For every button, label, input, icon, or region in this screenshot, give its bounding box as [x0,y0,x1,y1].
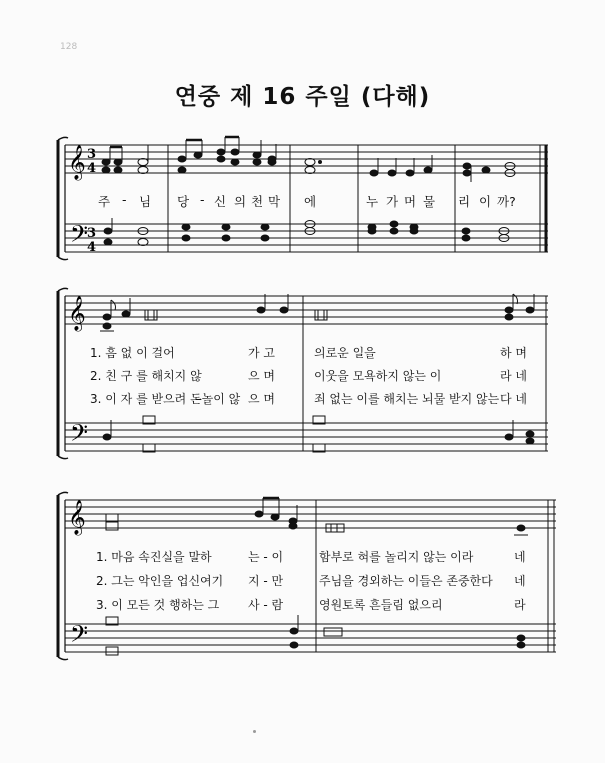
lyric-syllable: 님 [139,194,152,209]
verse-3-lead: 3. 이 모든 것 행하는 그 [96,598,220,612]
page-speck [253,730,256,733]
lyric-syllable: 막 [268,194,281,209]
lyric-syllable: 신 [214,194,227,209]
lyric-syllable: 리 [458,194,471,209]
verse-2-end: 라 네 [500,369,527,383]
bass-clef-icon: 𝄢 [70,220,89,253]
treble-clef-icon: 𝄞 [68,500,86,535]
lyric-syllable: 이 [479,194,492,209]
verse-3-line: 죄 없는 이를 해치는 뇌물 받지 않는 [314,392,500,406]
page-title: 연중 제 16 주일 (다해) [174,84,431,110]
verse-2-mid: 으 며 [248,369,275,383]
verse-2-line: 이웃을 모욕하지 않는 이 [314,369,442,383]
lyric-syllable: 물 [423,194,436,209]
verse-1-line: 의로운 일을 [314,346,376,360]
time-sig-top: 3 [87,147,97,162]
verse-1-mid: 가 고 [248,346,275,360]
lyric-syllable: 머 [404,194,417,209]
verse-1-end: 네 [514,550,526,564]
system1-bass-notes [104,218,509,246]
bass-clef-icon: 𝄢 [70,419,89,452]
system2-treble-staff [65,296,548,324]
verse-1-end: 하 며 [500,346,527,360]
verse-3-mid: 으 며 [248,392,275,406]
lyric-syllable: 의 [234,194,247,209]
verse-2-lead: 2. 그는 악인을 업신여기 [96,574,224,588]
verse-3-mid: 사 - 람 [248,598,284,612]
verse-1-line: 함부로 혀를 놀리지 않는 이라 [319,550,474,564]
lyric-syllable: 당 [177,194,190,209]
verse-1-lead: 1. 마음 속진실을 말하 [96,550,212,564]
verse-3-end: 라 [514,598,526,612]
treble-clef-icon: 𝄞 [68,296,86,331]
verse-1-mid: 는 - 이 [248,550,284,564]
lyric-syllable: 천 [251,194,264,209]
bass-clef-icon: 𝄢 [70,620,89,653]
time-sig-bottom-bass: 4 [87,240,97,255]
page-number-mark: 128 [60,42,78,52]
lyric-syllable: - [200,192,205,207]
verse-3-lead: 3. 이 자 를 받으려 돈놀이 않 [90,392,241,406]
verse-2-end: 네 [514,574,526,588]
verse-2-line: 주님을 경외하는 이들은 존중한다 [319,574,493,588]
verse-3-end: 다 네 [500,392,527,406]
verse-3-line: 영원토록 흔들림 없으리 [319,598,443,612]
lyric-syllable: - [122,192,127,207]
lyric-syllable: 가 [386,194,399,209]
system2-bass-staff [65,423,548,451]
treble-clef-icon: 𝄞 [68,145,86,180]
system3-bass-staff [65,624,556,652]
lyric-syllable: 에 [304,194,317,209]
lyric-syllable: 누 [366,194,379,209]
verse-2-mid: 지 - 만 [248,574,284,588]
time-sig-bottom: 4 [87,161,97,176]
verse-1-lead: 1. 흠 없 이 걸어 [90,346,175,360]
verse-2-lead: 2. 친 구 를 해치지 않 [90,369,202,383]
system3-treble-staff [65,500,556,528]
lyric-syllable: 까? [497,194,516,209]
lyric-syllable: 주 [98,194,111,209]
time-sig-top-bass: 3 [87,226,97,241]
